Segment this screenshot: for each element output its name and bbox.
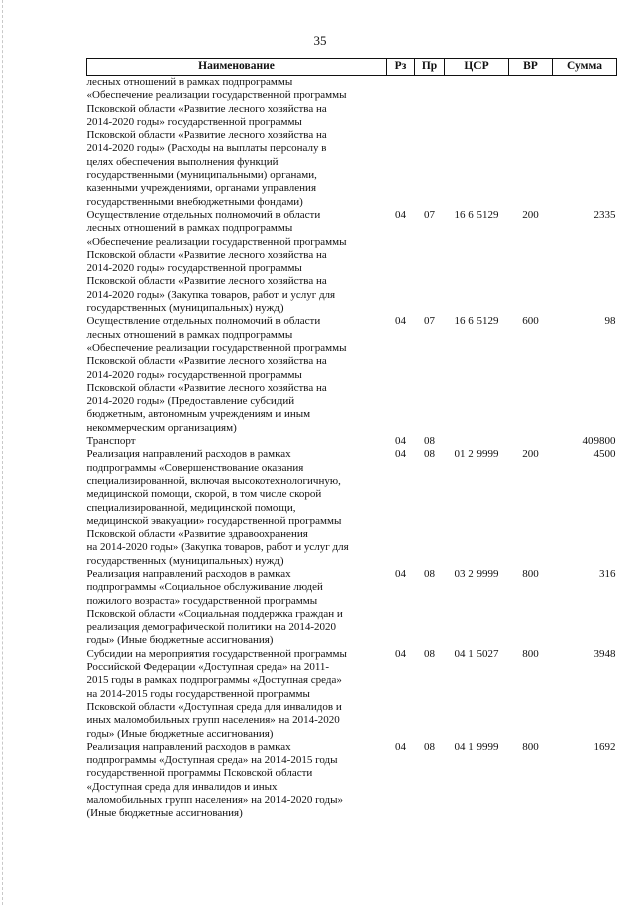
- pr-code: 08: [424, 448, 435, 461]
- description-line: Реализация направлений расходов в рамках: [86, 448, 291, 461]
- description-line: Псковской области «Доступная среда для инвалидов и: [86, 700, 342, 713]
- description-line: «Обеспечение реализации государственной программы: [86, 89, 347, 102]
- description-line: на 2014-2015 годы государственной программы: [86, 687, 310, 700]
- csr-code: [445, 435, 509, 448]
- table-row: [87, 648, 617, 741]
- pr-code: 08: [424, 647, 435, 660]
- column-header-name: Наименование: [87, 59, 387, 76]
- amount: 1692: [593, 740, 616, 753]
- description-line: подпрограммы «Совершенствование оказания: [86, 461, 304, 474]
- amount: 2335: [593, 208, 616, 221]
- description-line: лесных отношений в рамках подпрограммы: [86, 222, 293, 235]
- csr-code: 16 6 5129: [454, 315, 499, 328]
- description-line: Российской Федерации «Доступная среда» на 2011-: [86, 661, 330, 674]
- row-description: [87, 741, 387, 821]
- amount: [553, 76, 617, 209]
- description-line: лесных отношений в рамках подпрограммы: [86, 76, 293, 88]
- rz-code: 04: [395, 567, 406, 580]
- column-header-pr: Пр: [415, 59, 445, 76]
- description-line: иных маломобильных групп населения» на 2014-2020: [86, 714, 340, 727]
- rz-code: 04: [395, 435, 406, 448]
- description-line: Псковской области «Развитие лесного хозяйства на: [86, 102, 327, 115]
- description-line: Псковской области «Развитие здравоохранения: [86, 528, 308, 541]
- csr-code: [445, 76, 509, 209]
- csr-code: 04 1 9999: [454, 740, 499, 753]
- description-line: на 2014-2020 годы» (Закупка товаров, работ и услуг для: [86, 541, 349, 554]
- csr-code: 04 1 5027: [454, 647, 499, 660]
- rz-code: [387, 76, 415, 209]
- description-line: казенными учреждениями, органами управления: [86, 182, 317, 195]
- description-line: государственными (муниципальными) органами,: [86, 169, 317, 182]
- rz-code: 04: [395, 315, 406, 328]
- vr-code: [509, 435, 553, 448]
- description-line: Псковской области «Развитие лесного хозяйства на: [86, 129, 327, 142]
- rz-code: 04: [395, 208, 406, 221]
- vr-code: 200: [522, 208, 539, 221]
- pr-code: 08: [424, 740, 435, 753]
- amount: 4500: [593, 448, 616, 461]
- column-header-rz: Рз: [387, 59, 415, 76]
- table-row: [87, 568, 617, 648]
- column-header-sum: Сумма: [553, 59, 617, 76]
- table-row: [87, 741, 617, 821]
- description-line: целях обеспечения выполнения функций: [86, 155, 279, 168]
- description-line: 2014-2020 годы» государственной программы: [86, 368, 302, 381]
- amount: 316: [599, 567, 616, 580]
- description-line: специализированной, медицинской помощи,: [86, 501, 296, 514]
- description-line: «Обеспечение реализации государственной программы: [86, 341, 347, 354]
- rz-code: 04: [395, 740, 406, 753]
- amount: 409800: [582, 435, 616, 448]
- description-line: пожилого возраста» государственной программы: [86, 594, 318, 607]
- row-description: [87, 315, 387, 435]
- row-description: [87, 209, 387, 315]
- scan-margin-line: [2, 0, 5, 905]
- description-line: «Доступная среда для инвалидов и иных: [86, 780, 278, 793]
- description-line: Реализация направлений расходов в рамках: [86, 567, 291, 580]
- description-line: 2014-2020 годы» государственной программы: [86, 115, 302, 128]
- description-line: подпрограммы «Доступная среда» на 2014-2015 годы: [86, 754, 338, 767]
- row-description: [87, 435, 387, 448]
- description-line: некоммерческим организациям): [86, 421, 237, 434]
- description-line: Псковской области «Развитие лесного хозяйства на: [86, 275, 327, 288]
- pr-code: 08: [424, 435, 435, 448]
- amount: 98: [604, 315, 616, 328]
- table-row: [87, 315, 617, 435]
- table-row: [87, 435, 617, 448]
- table-row: [87, 209, 617, 315]
- description-line: «Обеспечение реализации государственной программы: [86, 235, 347, 248]
- vr-code: [509, 76, 553, 209]
- row-description: [87, 568, 387, 648]
- description-line: (Иные бюджетные ассигнования): [86, 807, 243, 820]
- description-line: Псковской области «Развитие лесного хозяйства на: [86, 248, 327, 261]
- vr-code: 600: [522, 315, 539, 328]
- amount: 3948: [593, 647, 616, 660]
- vr-code: 200: [522, 448, 539, 461]
- description-line: 2014-2020 годы» (Расходы на выплаты персоналу в: [86, 142, 327, 155]
- description-line: 2014-2020 годы» (Предоставление субсидий: [86, 395, 295, 408]
- description-line: Псковской области «Развитие лесного хозяйства на: [86, 355, 327, 368]
- vr-code: 800: [522, 647, 539, 660]
- description-line: 2014-2020 годы» (Закупка товаров, работ и услуг для: [86, 288, 336, 301]
- description-line: специализированной, включая высокотехнологичную,: [86, 474, 341, 487]
- csr-code: 16 6 5129: [454, 208, 499, 221]
- description-line: Осуществление отдельных полномочий в области: [86, 208, 321, 221]
- description-line: Псковской области «Социальная поддержка граждан и: [86, 607, 343, 620]
- vr-code: 800: [522, 740, 539, 753]
- csr-code: 03 2 9999: [454, 567, 499, 580]
- table-body: [87, 76, 617, 821]
- description-line: годы» (Иные бюджетные ассигнования): [86, 727, 274, 740]
- table-row: [87, 448, 617, 568]
- row-description: [87, 448, 387, 568]
- description-line: государственными внебюджетными фондами): [86, 195, 303, 208]
- pr-code: 08: [424, 567, 435, 580]
- table-header-row: [87, 59, 617, 76]
- description-line: 2014-2020 годы» государственной программы: [86, 262, 302, 275]
- column-header-csr: ЦСР: [445, 59, 509, 76]
- description-line: 2015 годы в рамках подпрограммы «Доступная среда»: [86, 674, 342, 687]
- description-line: подпрограммы «Социальное обслуживание людей: [86, 581, 323, 594]
- description-line: бюджетным, автономным учреждениям и иным: [86, 408, 311, 421]
- vr-code: 800: [522, 567, 539, 580]
- description-line: Транспорт: [86, 435, 136, 448]
- rz-code: 04: [395, 448, 406, 461]
- description-line: лесных отношений в рамках подпрограммы: [86, 328, 293, 341]
- table-row: [87, 76, 617, 209]
- description-line: государственных (муниципальных) нужд): [86, 302, 284, 315]
- csr-code: 01 2 9999: [454, 448, 499, 461]
- pr-code: 07: [424, 208, 435, 221]
- row-description: [87, 648, 387, 741]
- rz-code: 04: [395, 647, 406, 660]
- description-line: Субсидии на мероприятия государственной программы: [86, 647, 347, 660]
- description-line: медицинской помощи, скорой, в том числе скорой: [86, 488, 322, 501]
- description-line: медицинской эвакуации» государственной программы: [86, 514, 342, 527]
- pr-code: 07: [424, 315, 435, 328]
- description-line: Псковской области «Развитие лесного хозяйства на: [86, 381, 327, 394]
- budget-table: [86, 58, 617, 821]
- page-number: 35: [313, 33, 327, 48]
- row-description: [87, 76, 387, 209]
- description-line: Реализация направлений расходов в рамках: [86, 740, 291, 753]
- description-line: маломобильных групп населения» на 2014-2020 годы»: [86, 794, 343, 807]
- description-line: государственных (муниципальных) нужд): [86, 554, 284, 567]
- description-line: государственной программы Псковской области: [86, 767, 313, 780]
- pr-code: [415, 76, 445, 209]
- column-header-vr: ВР: [509, 59, 553, 76]
- description-line: годы» (Иные бюджетные ассигнования): [86, 634, 274, 647]
- description-line: реализация демографической политики на 2014-2020: [86, 621, 336, 634]
- description-line: Осуществление отдельных полномочий в области: [86, 315, 321, 328]
